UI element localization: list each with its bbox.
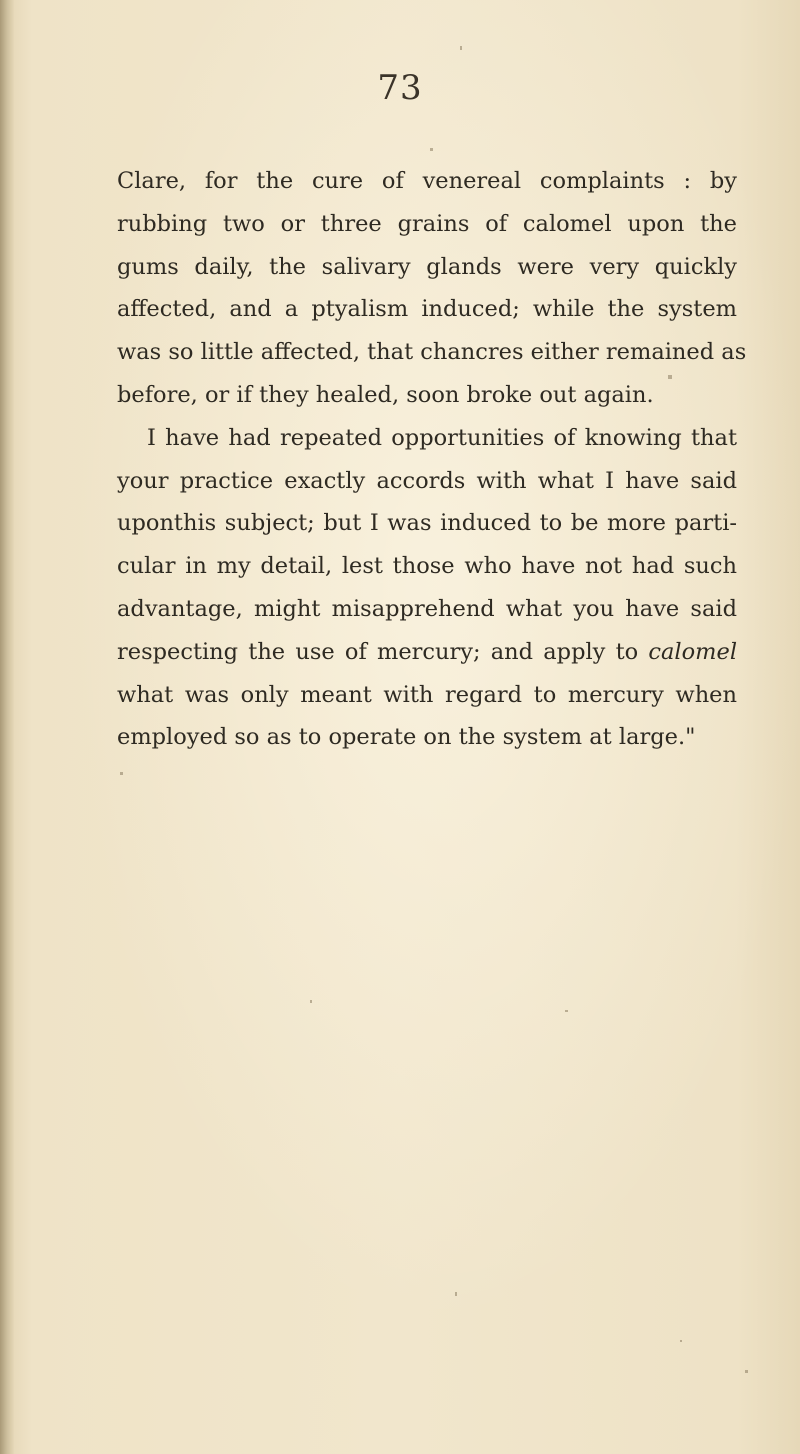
paper-speck: [680, 1340, 682, 1342]
paper-speck: [310, 1000, 312, 1003]
text-line: advantage, might misapprehend what you have said: [117, 595, 737, 622]
text-line: rubbing two or three grains of calomel upon the: [117, 210, 737, 237]
text-line: before, or if they healed, soon broke out again.: [117, 381, 654, 408]
text-segment: respecting the use of mercury; and apply to: [117, 638, 639, 665]
paper-speck: [668, 375, 672, 379]
page-gutter: [0, 0, 14, 1454]
text-line: was so little affected, that chancres either remained as: [117, 339, 747, 366]
text-line: gums daily, the salivary glands were very quickly: [117, 253, 737, 280]
paper-speck: [565, 1010, 568, 1012]
body-text: [117, 160, 747, 759]
text-line: cular in my detail, lest those who have not had such: [117, 553, 737, 580]
text-line: affected, and a ptyalism induced; while the system: [117, 296, 737, 323]
paper-speck: [455, 1292, 457, 1296]
text-line: uponthis subject; but I was induced to be more parti-: [117, 510, 737, 537]
paper-speck: [460, 46, 462, 50]
paper-speck: [120, 772, 123, 775]
text-line: Clare, for the cure of venereal complaints : by: [117, 168, 737, 194]
text-line-with-italic: [117, 631, 737, 674]
text-line: what was only meant with regard to mercury when: [117, 681, 737, 708]
paper-speck: [430, 148, 433, 151]
text-line: employed so as to operate on the system at large.": [117, 724, 696, 751]
italic-word: calomel: [648, 638, 738, 665]
text-line: I have had repeated opportunities of knowing that: [147, 424, 737, 451]
paper-speck: [745, 1370, 748, 1373]
text-line: your practice exactly accords with what I have said: [117, 467, 737, 494]
page-number: 73: [377, 68, 423, 108]
